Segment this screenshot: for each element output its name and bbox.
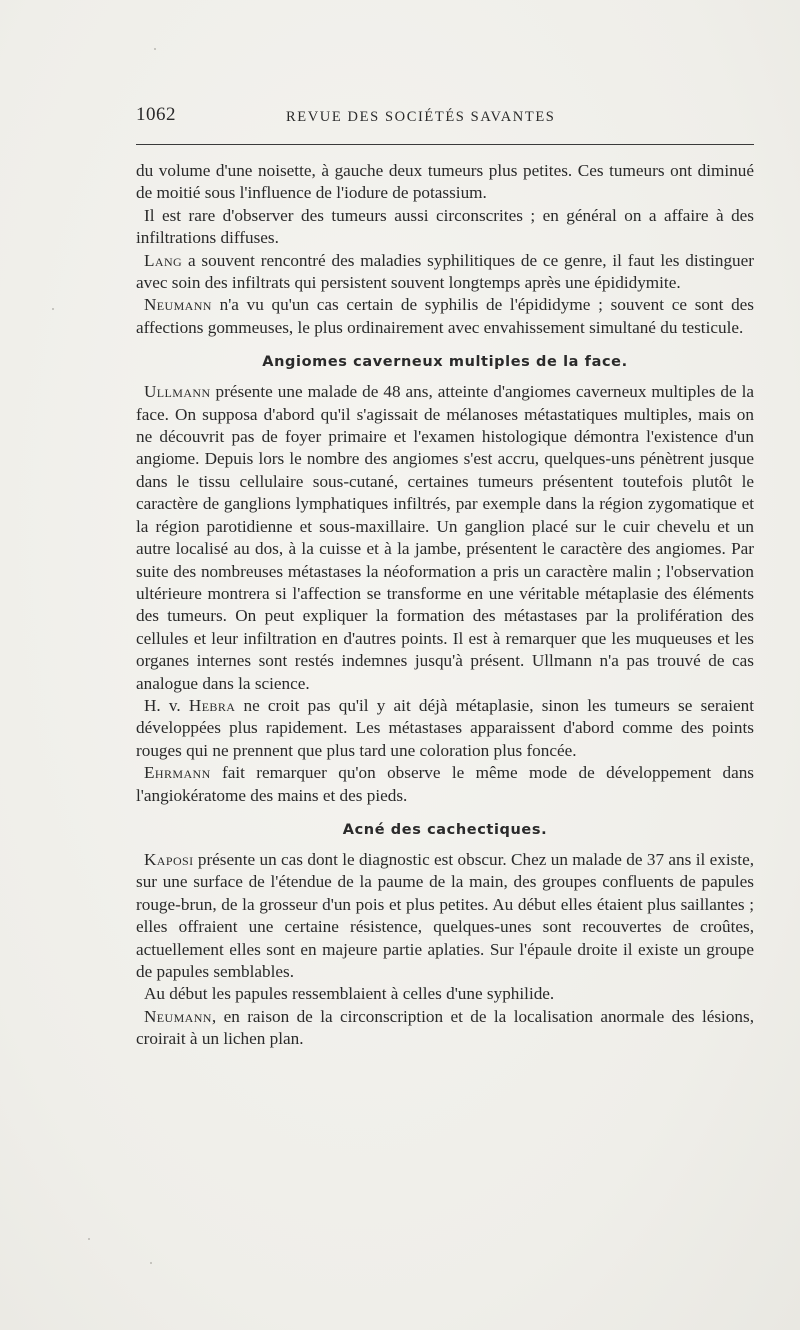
paragraph-2-text: Il est rare d'observer des tumeurs aussi circonscrites ; en général on a affaire à des infiltrations diffuses. bbox=[136, 205, 754, 248]
paragraph-7 bbox=[136, 762, 754, 807]
paragraph-4-text: n'a vu qu'un cas certain de syphilis de l'épididyme ; souvent ce sont des affections gommeuses, le plus ordinairement avec envahissement simultané du testicule. bbox=[136, 295, 754, 337]
running-title: REVUE DES SOCIÉTÉS SAVANTES bbox=[286, 109, 556, 125]
author-name-ehrmann: Ehrmann bbox=[144, 763, 211, 783]
paragraph-8-text: présente un cas dont le diagnostic est obscur. Chez un malade de 37 ans il existe, sur une surface de l'étendue de la paume de la main, des groupes confluents de papules rouge-brun, de la grosseur d'un pois et plus petites. Au début elles étaient plus saillantes ; elles offraient une certaine résistence, quelques-unes sont recouvertes de croûtes, actuellement elles sont en majeure partie aplaties. Sur l'épaule droite il existe un groupe de papules semblables. bbox=[136, 849, 754, 981]
paragraph-5 bbox=[136, 381, 754, 695]
paragraph-10-text: , en raison de la circonscription et de la localisation anormale des lésions, croirait à un lichen plan. bbox=[136, 1006, 754, 1049]
paragraph-4 bbox=[136, 294, 754, 339]
paragraph-10 bbox=[136, 1006, 754, 1051]
paragraph-9 bbox=[136, 983, 754, 1005]
section-title-angiomes: Angiomes caverneux multiples de la face. bbox=[262, 354, 628, 371]
paragraph-8 bbox=[136, 849, 754, 983]
paper-speck bbox=[154, 48, 156, 50]
paragraph-9-text: Au début les papules ressemblaient à celles d'une syphilide. bbox=[144, 984, 555, 1004]
paragraph-5-text: présente une malade de 48 ans, atteinte d'angiomes caverneux multiples de la face. On supposa d'abord qu'il s'agissait de mélanoses métastatiques multiples, mais on ne découvrit pas de foyer primaire et l'examen histologique démontra l'existence d'un angiome. Depuis lors le nombre des angiomes s'est accru, quelques-uns pénètrent jusque dans le tissu cellulaire sous-cutané, certaines tumeurs présentent toutefois plutôt le caractère de ganglions lymphatiques infiltrés, par exemple dans la région zygomatique et la région parotidienne et sous-maxillaire. Un ganglion placé sur le cuir chevelu et un autre localisé au dos, à la cuisse et à la jambe, présentent le caractère des angiomes. Par suite des nombreuses métastases la néoformation a pris un caractère malin ; l'observation ultérieure montrera si l'affection se transforme en une véritable métaplasie des éléments des tumeurs. On peut expliquer la formation des métastases par la prolifération des cellules et leur infiltration en d'autres points. Il est à remarquer que les muqueuses et les organes internes sont restés indemnes jusqu'à présent. Ullmann n'a pas trouvé de cas analogue dans la science. bbox=[136, 382, 754, 693]
header-rule bbox=[136, 144, 754, 145]
paragraph-1-text: du volume d'une noisette, à gauche deux tumeurs plus petites. Ces tumeurs ont diminué de moitié sous l'influence de l'iodure de potassium. bbox=[136, 161, 754, 203]
paragraph-6 bbox=[136, 695, 754, 762]
paragraph-6-prefix: H. v. bbox=[144, 695, 189, 715]
paper-speck bbox=[88, 1238, 90, 1240]
author-name-lang: Lang bbox=[144, 250, 183, 270]
paper-speck bbox=[150, 1262, 152, 1264]
paragraph-3-text: a souvent rencontré des maladies syphilitiques de ce genre, il faut les distinguer avec soin des infiltrats qui persistent souvent longtemps après une épididymite. bbox=[136, 250, 754, 293]
paragraph-1 bbox=[136, 160, 754, 205]
paragraph-6-text: ne croit pas qu'il y ait déjà métaplasie, sinon les tumeurs se seraient développées plus rapidement. Les métastases apparaissent d'abord comme des points rouges qui ne prennent que plus tard une coloration plus foncée. bbox=[136, 695, 755, 760]
author-name-neumann: Neumann bbox=[144, 295, 212, 315]
paper-speck bbox=[52, 308, 54, 310]
page-number: 1062 bbox=[136, 104, 176, 125]
section-title-acne: Acné des cachectiques. bbox=[342, 821, 548, 838]
body-text bbox=[136, 160, 754, 1051]
author-name-hebra: Hebra bbox=[188, 695, 236, 715]
page-header bbox=[136, 104, 754, 128]
paragraph-2 bbox=[136, 205, 754, 250]
paragraph-7-text: fait remarquer qu'on observe le même mode de développement dans l'angiokératome des mains et des pieds. bbox=[136, 763, 754, 805]
author-name-ullmann: Ullmann bbox=[144, 382, 211, 402]
author-name-neumann-2: Neumann bbox=[144, 1006, 212, 1026]
author-name-kaposi: Kaposi bbox=[144, 849, 194, 869]
paragraph-3 bbox=[136, 250, 754, 295]
